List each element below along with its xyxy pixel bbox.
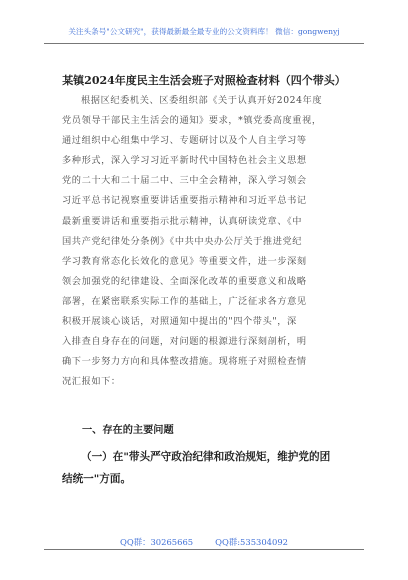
paragraph-line: 党的二十大和二十届二中、三中全会精神，深入学习领会 — [62, 175, 307, 187]
intro-paragraph — [62, 91, 352, 392]
paragraph-line: 领会加强党的纪律建设、全面深化改革的重要意义和战略 — [62, 275, 307, 287]
paragraph-line: 积极开展谈心谈话，对照通知中提出的"四个带头"，深 — [62, 316, 297, 328]
subheading-line: 结统一"方面。 — [62, 473, 132, 485]
paragraph-line: 通过组织中心组集中学习、专题研讨以及个人自主学习等 — [62, 135, 307, 147]
paragraph-line: 习近平总书记视察重要讲话重要指示精神和习近平总书记 — [62, 195, 307, 207]
qq-group-1: QQ群：30265665 — [120, 537, 194, 547]
paragraph-line: 根据区纪委机关、区委组织部《关于认真开好2024年度 — [81, 95, 323, 106]
subheading-line: （一）在"带头严守政治纪律和政治规矩，维护党的团 — [81, 451, 331, 463]
section-heading: 一、存在的主要问题 — [82, 424, 174, 436]
paragraph-line: 多种形式，深入学习习近平新时代中国特色社会主义思想 — [62, 155, 307, 167]
header-notice: 关注头条号"公文研究"，获得最新最全最专业的公文资料库！ 微信：gongwenyj — [68, 27, 340, 36]
qq-group-2: QQ群:535304092 — [215, 537, 288, 547]
paragraph-line: 国共产党纪律处分条例》《中共中央办公厅关于推进党纪 — [62, 235, 303, 247]
paragraph-line: 最新重要讲话和重要指示批示精神，认真研读党章、《中 — [62, 215, 303, 227]
paragraph-line: 入排查自身存在的问题，对问题的根源进行深刻剖析，明 — [62, 336, 307, 348]
paragraph-line: 确下一步努力方向和具体整改措施。现将班子对照检查情 — [62, 356, 307, 368]
paragraph-line: 况汇报如下： — [62, 376, 121, 388]
footer-contact — [0, 536, 408, 548]
subsection-heading — [62, 446, 362, 490]
paragraph-line: 党员领导干部民主生活会的通知》要求，*镇党委高度重视， — [62, 115, 322, 127]
paragraph-line: 学习教育常态化长效化的意见》等重要文件，进一步深刻 — [62, 255, 307, 267]
header-divider — [44, 43, 364, 44]
paragraph-line: 部署，在紧密联系实际工作的基础上，广泛征求各方意见 — [62, 295, 307, 307]
footer-divider — [44, 549, 364, 550]
document-title: 某镇2024年度民主生活会班子对照检查材料（四个带头） — [62, 74, 346, 87]
